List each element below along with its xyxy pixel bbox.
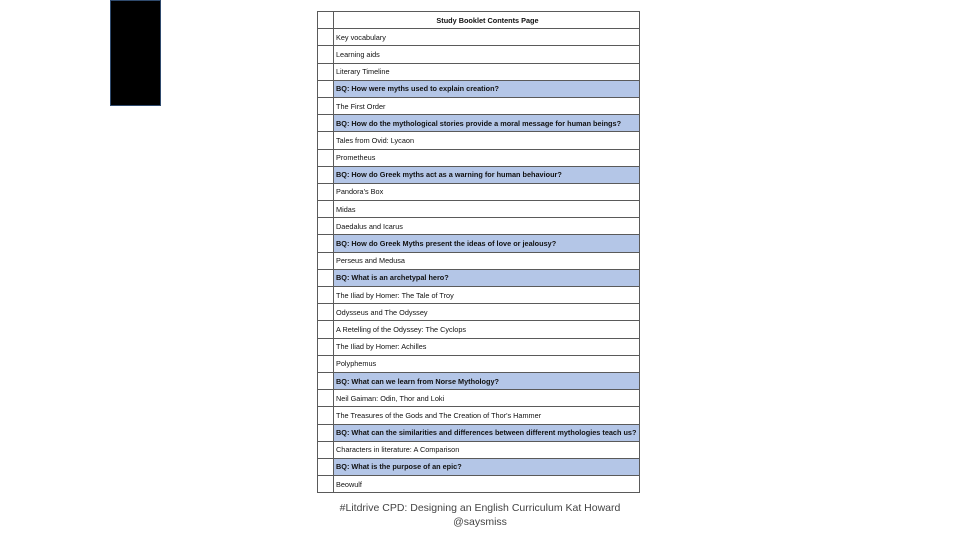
contents-item-text: Neil Gaiman: Odin, Thor and Loki xyxy=(334,390,640,407)
lead-cell xyxy=(318,476,334,493)
contents-item-text: Perseus and Medusa xyxy=(334,252,640,269)
contents-item-row xyxy=(318,287,640,304)
contents-item-row xyxy=(318,390,640,407)
contents-item-row xyxy=(318,183,640,200)
lead-cell xyxy=(318,80,334,97)
contents-table-container xyxy=(317,11,640,493)
contents-item-row xyxy=(318,407,640,424)
contents-item-text: Literary Timeline xyxy=(334,63,640,80)
contents-item-row xyxy=(318,476,640,493)
contents-table xyxy=(317,11,640,493)
contents-item-text: Key vocabulary xyxy=(334,29,640,46)
lead-cell xyxy=(318,63,334,80)
big-question-row xyxy=(318,424,640,441)
contents-item-text: Pandora's Box xyxy=(334,183,640,200)
contents-item-text: Characters in literature: A Comparison xyxy=(334,441,640,458)
contents-item-row xyxy=(318,46,640,63)
contents-item-row xyxy=(318,132,640,149)
lead-cell xyxy=(318,269,334,286)
lead-cell xyxy=(318,29,334,46)
contents-item-row xyxy=(318,201,640,218)
lead-cell xyxy=(318,321,334,338)
big-question-text: BQ: How do Greek Myths present the ideas of love or jealousy? xyxy=(334,235,640,252)
contents-item-row xyxy=(318,441,640,458)
lead-cell xyxy=(318,407,334,424)
contents-item-row xyxy=(318,338,640,355)
lead-cell xyxy=(318,304,334,321)
lead-cell xyxy=(318,287,334,304)
big-question-row xyxy=(318,115,640,132)
lead-cell xyxy=(318,441,334,458)
lead-cell xyxy=(318,149,334,166)
lead-cell xyxy=(318,235,334,252)
contents-item-text: A Retelling of the Odyssey: The Cyclops xyxy=(334,321,640,338)
contents-item-row xyxy=(318,63,640,80)
big-question-text: BQ: What is an archetypal hero? xyxy=(334,269,640,286)
contents-item-text: Daedalus and Icarus xyxy=(334,218,640,235)
big-question-text: BQ: How do the mythological stories provide a moral message for human beings? xyxy=(334,115,640,132)
contents-item-row xyxy=(318,149,640,166)
caption-line-2: @saysmiss xyxy=(453,516,507,528)
contents-item-text: Beowulf xyxy=(334,476,640,493)
big-question-row xyxy=(318,80,640,97)
table-title-row xyxy=(318,12,640,29)
lead-cell xyxy=(318,12,334,29)
slide-caption xyxy=(300,501,660,529)
big-question-row xyxy=(318,269,640,286)
big-question-text: BQ: What can we learn from Norse Mythology? xyxy=(334,372,640,389)
lead-cell xyxy=(318,46,334,63)
lead-cell xyxy=(318,458,334,475)
contents-item-text: The Treasures of the Gods and The Creation of Thor's Hammer xyxy=(334,407,640,424)
big-question-row xyxy=(318,166,640,183)
big-question-row xyxy=(318,372,640,389)
big-question-row xyxy=(318,458,640,475)
big-question-text: BQ: What is the purpose of an epic? xyxy=(334,458,640,475)
big-question-text: BQ: How were myths used to explain creation? xyxy=(334,80,640,97)
contents-item-text: Learning aids xyxy=(334,46,640,63)
contents-item-text: Tales from Ovid: Lycaon xyxy=(334,132,640,149)
contents-item-row xyxy=(318,355,640,372)
contents-item-row xyxy=(318,29,640,46)
big-question-text: BQ: How do Greek myths act as a warning for human behaviour? xyxy=(334,166,640,183)
lead-cell xyxy=(318,218,334,235)
lead-cell xyxy=(318,355,334,372)
contents-item-text: Polyphemus xyxy=(334,355,640,372)
contents-item-row xyxy=(318,218,640,235)
lead-cell xyxy=(318,372,334,389)
lead-cell xyxy=(318,97,334,114)
table-title: Study Booklet Contents Page xyxy=(334,12,640,29)
lead-cell xyxy=(318,115,334,132)
caption-line-1: #Litdrive CPD: Designing an English Curriculum Kat Howard xyxy=(339,502,621,514)
contents-item-text: Odysseus and The Odyssey xyxy=(334,304,640,321)
contents-item-text: Midas xyxy=(334,201,640,218)
big-question-text: BQ: What can the similarities and differences between different mythologies teach us? xyxy=(334,424,640,441)
lead-cell xyxy=(318,166,334,183)
contents-item-text: The Iliad by Homer: Achilles xyxy=(334,338,640,355)
big-question-row xyxy=(318,235,640,252)
lead-cell xyxy=(318,390,334,407)
contents-item-text: The First Order xyxy=(334,97,640,114)
contents-item-row xyxy=(318,97,640,114)
lead-cell xyxy=(318,183,334,200)
contents-item-text: Prometheus xyxy=(334,149,640,166)
lead-cell xyxy=(318,252,334,269)
lead-cell xyxy=(318,338,334,355)
contents-item-row xyxy=(318,252,640,269)
contents-item-row xyxy=(318,321,640,338)
lead-cell xyxy=(318,424,334,441)
lead-cell xyxy=(318,132,334,149)
black-panel xyxy=(110,0,161,106)
contents-item-row xyxy=(318,304,640,321)
lead-cell xyxy=(318,201,334,218)
contents-item-text: The Iliad by Homer: The Tale of Troy xyxy=(334,287,640,304)
